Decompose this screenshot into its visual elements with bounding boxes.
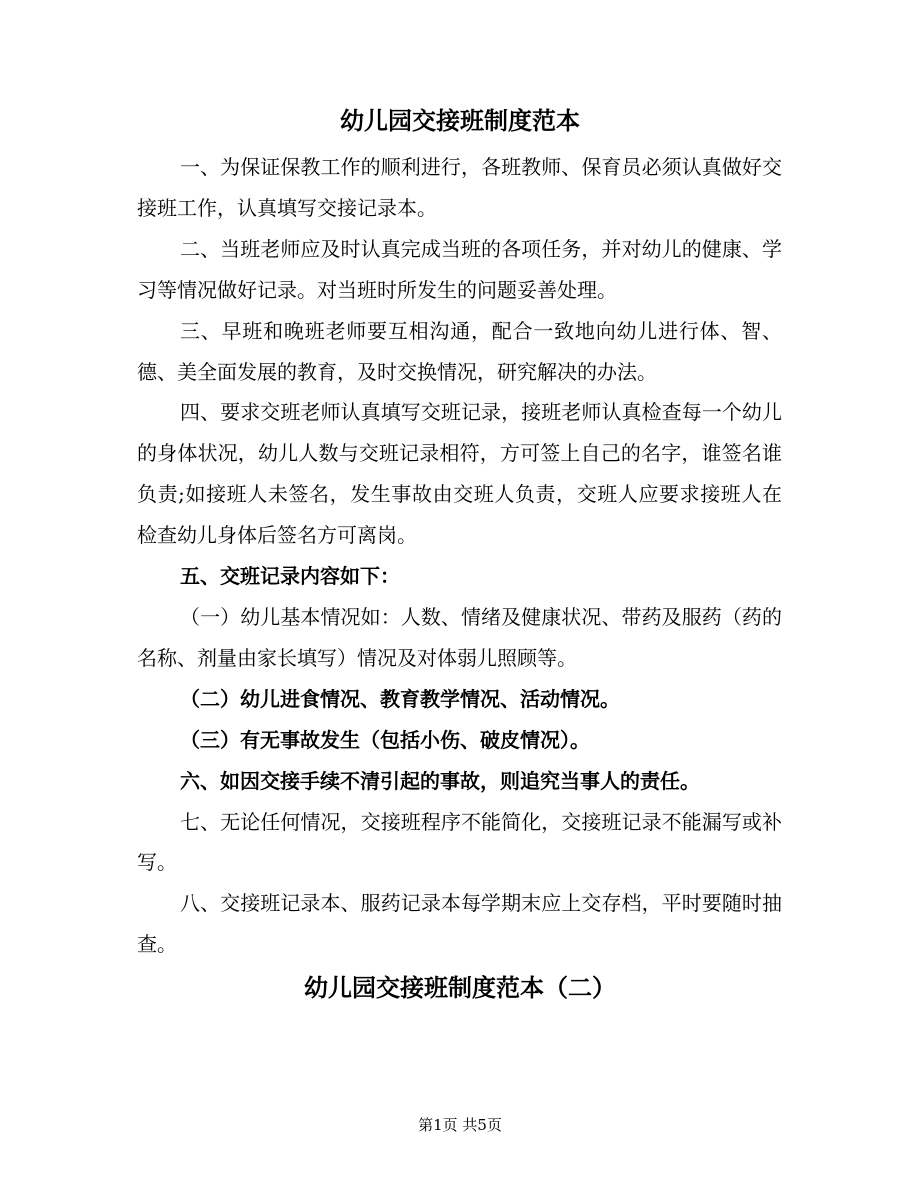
paragraph-8: （三）有无事故发生（包括小伤、破皮情况）。	[180, 727, 590, 752]
paragraph-5: 五、交班记录内容如下：	[180, 564, 400, 589]
paragraph-1: 一、为保证保教工作的顺利进行，各班教师、保育员必须认真做好交接班工作，认真填写交接记录本。	[137, 155, 782, 220]
paragraph-6: （一）幼儿基本情况如：人数、情绪及健康状况、带药及服药（药的名称、剂量由家长填写）情况及对体弱儿照顾等。	[137, 604, 782, 670]
paragraph-7: （二）幼儿进食情况、教育教学情况、活动情况。	[180, 686, 620, 711]
document-body	[137, 147, 782, 965]
page-number-footer: 第1页 共5页	[418, 1116, 502, 1134]
paragraph-10: 七、无论任何情况，交接班程序不能简化，交接班记录不能漏写或补写。	[137, 809, 782, 875]
paragraph-9: 六、如因交接手续不清引起的事故，则追究当事人的责任。	[180, 768, 700, 793]
paragraph-2: 二、当班老师应及时认真完成当班的各项任务，并对幼儿的健康、学习等情况做好记录。对当班时所发生的问题妥善处理。	[137, 236, 782, 302]
paragraph-11: 八、交接班记录本、服药记录本每学期末应上交存档，平时要随时抽查。	[137, 891, 782, 957]
paragraph-4: 四、要求交班老师认真填写交班记录，接班老师认真检查每一个幼儿的身体状况，幼儿人数与交班记录相符，方可签上自己的名字，谁签名谁负责;如接班人未签名，发生事故由交班人负责，交班人应要求接班人在检查幼儿身体后签名方可离岗。	[137, 400, 782, 548]
paragraph-3: 三、早班和晚班老师要互相沟通，配合一致地向幼儿进行体、智、德、美全面发展的教育，及时交换情况，研究解决的办法。	[137, 318, 782, 384]
document-title: 幼儿园交接班制度范本	[340, 106, 580, 135]
second-section-title: 幼儿园交接班制度范本（二）	[304, 973, 616, 1002]
